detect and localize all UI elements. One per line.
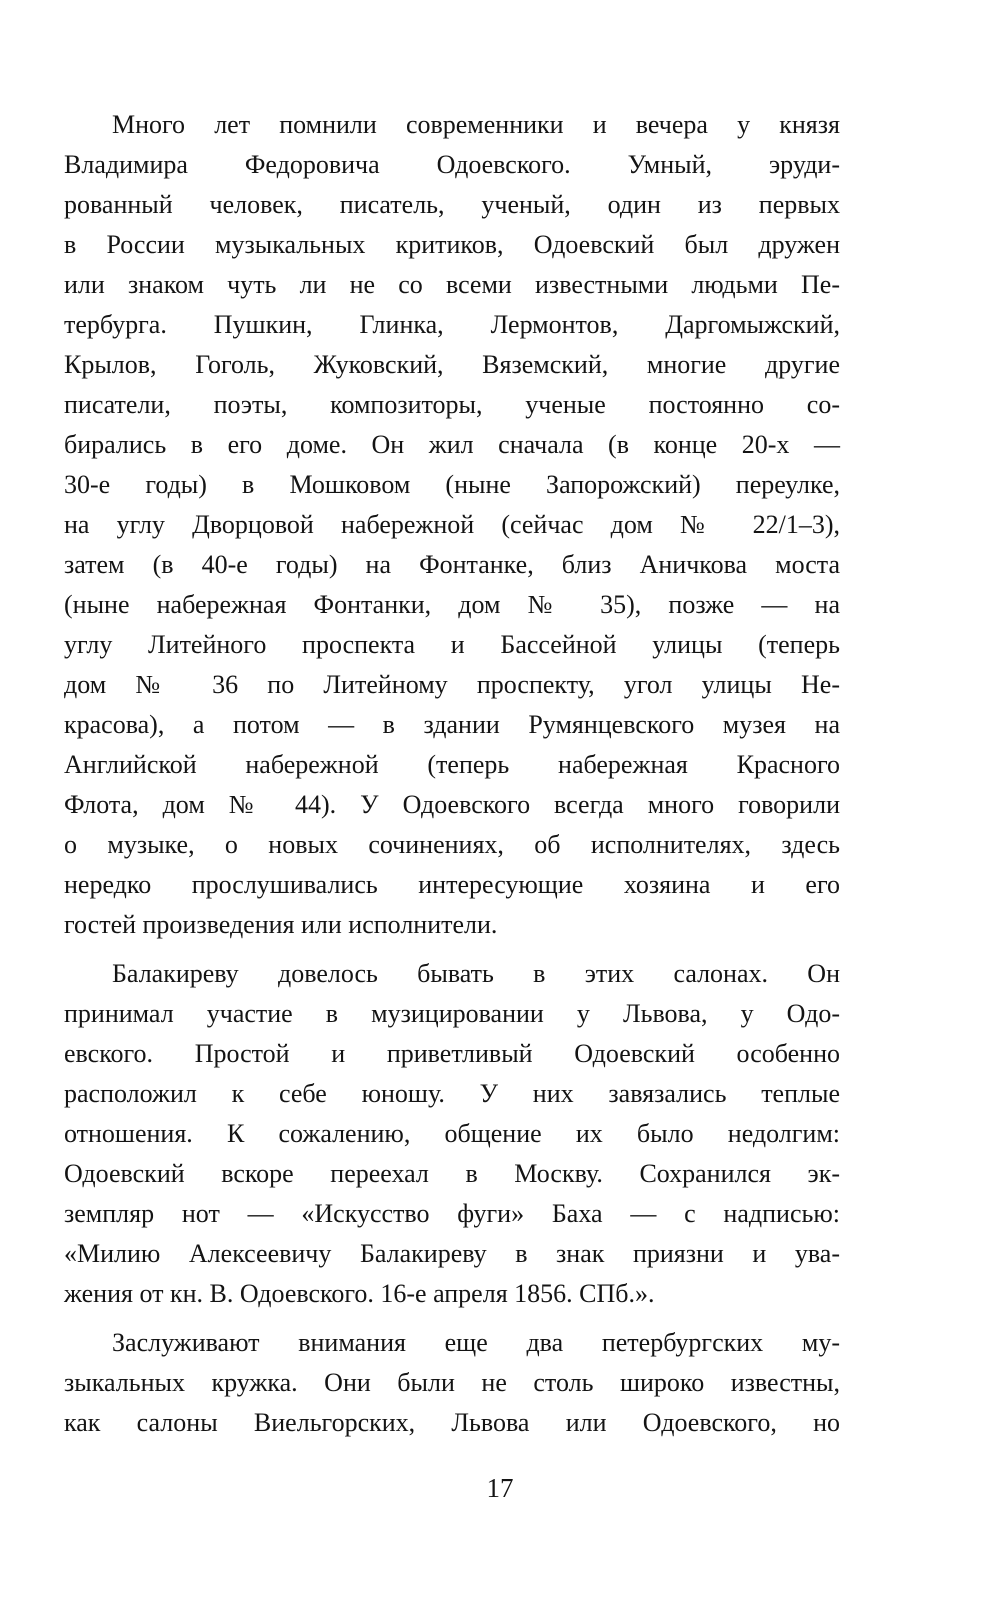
text-line: (ныне набережная Фонтанки, дом № 35), позже — на <box>64 590 840 619</box>
paragraph-spacing <box>64 1314 840 1323</box>
text-line: «Милию Алексеевичу Балакиреву в знак приязни и ува- <box>64 1239 840 1268</box>
body-text <box>64 105 840 1443</box>
text-line: углу Литейного проспекта и Бассейной улицы (теперь <box>64 630 840 659</box>
text-line: Владимира Федоровича Одоевского. Умный, эруди- <box>64 150 840 179</box>
text-line: гостей произведения или исполнители. <box>64 910 498 939</box>
text-line: отношения. К сожалению, общение их было недолгим: <box>64 1119 840 1148</box>
text-line: как салоны Виельгорских, Львова или Одоевского, но <box>64 1408 840 1437</box>
text-line: жения от кн. В. Одоевского. 16-е апреля 1856. СПб.». <box>64 1279 655 1308</box>
paragraph-1 <box>64 105 840 945</box>
text-line: земпляр нот — «Искусство фуги» Баха — с надписью: <box>64 1199 840 1228</box>
text-line: Много лет помнили современники и вечера у князя <box>112 110 840 139</box>
text-line: Флота, дом № 44). У Одоевского всегда много говорили <box>64 790 840 819</box>
paragraph-2 <box>64 954 840 1314</box>
text-line: о музыке, о новых сочинениях, об исполнителях, здесь <box>64 830 840 859</box>
text-line: Балакиреву довелось бывать в этих салонах. Он <box>112 959 840 988</box>
paragraph-spacing <box>64 945 840 954</box>
page-number: 17 <box>486 1473 514 1503</box>
text-line: зыкальных кружка. Они были не столь широко известны, <box>64 1368 840 1397</box>
text-line: в России музыкальных критиков, Одоевский был дружен <box>64 230 840 259</box>
text-line: или знаком чуть ли не со всеми известными людьми Пе- <box>64 270 840 299</box>
text-line: Английской набережной (теперь набережная Красного <box>64 750 840 779</box>
text-line: на углу Дворцовой набережной (сейчас дом № 22/1–3), <box>64 510 840 539</box>
text-line: нередко прослушивались интересующие хозяина и его <box>64 870 840 899</box>
text-line: Одоевский вскоре переехал в Москву. Сохранился эк- <box>64 1159 840 1188</box>
paragraph-3 <box>64 1323 840 1443</box>
text-line: принимал участие в музицировании у Львова, у Одо- <box>64 999 840 1028</box>
text-line: 30-е годы) в Мошковом (ныне Запорожский) переулке, <box>64 470 840 499</box>
text-line: дом № 36 по Литейному проспекту, угол улицы Не- <box>64 670 840 699</box>
text-line: рованный человек, писатель, ученый, один из первых <box>64 190 840 219</box>
text-line: писатели, поэты, композиторы, ученые постоянно со- <box>64 390 840 419</box>
text-line: расположил к себе юношу. У них завязались теплые <box>64 1079 840 1108</box>
text-line: Заслуживают внимания еще два петербургских му- <box>112 1328 840 1357</box>
text-line: тербурга. Пушкин, Глинка, Лермонтов, Даргомыжский, <box>64 310 840 339</box>
text-line: Крылов, Гоголь, Жуковский, Вяземский, многие другие <box>64 350 840 379</box>
text-line: затем (в 40-е годы) на Фонтанке, близ Аничкова моста <box>64 550 840 579</box>
text-line: бирались в его доме. Он жил сначала (в конце 20-х — <box>64 430 840 459</box>
text-line: евского. Простой и приветливый Одоевский особенно <box>64 1039 840 1068</box>
text-line: красова), а потом — в здании Румянцевского музея на <box>64 710 840 739</box>
